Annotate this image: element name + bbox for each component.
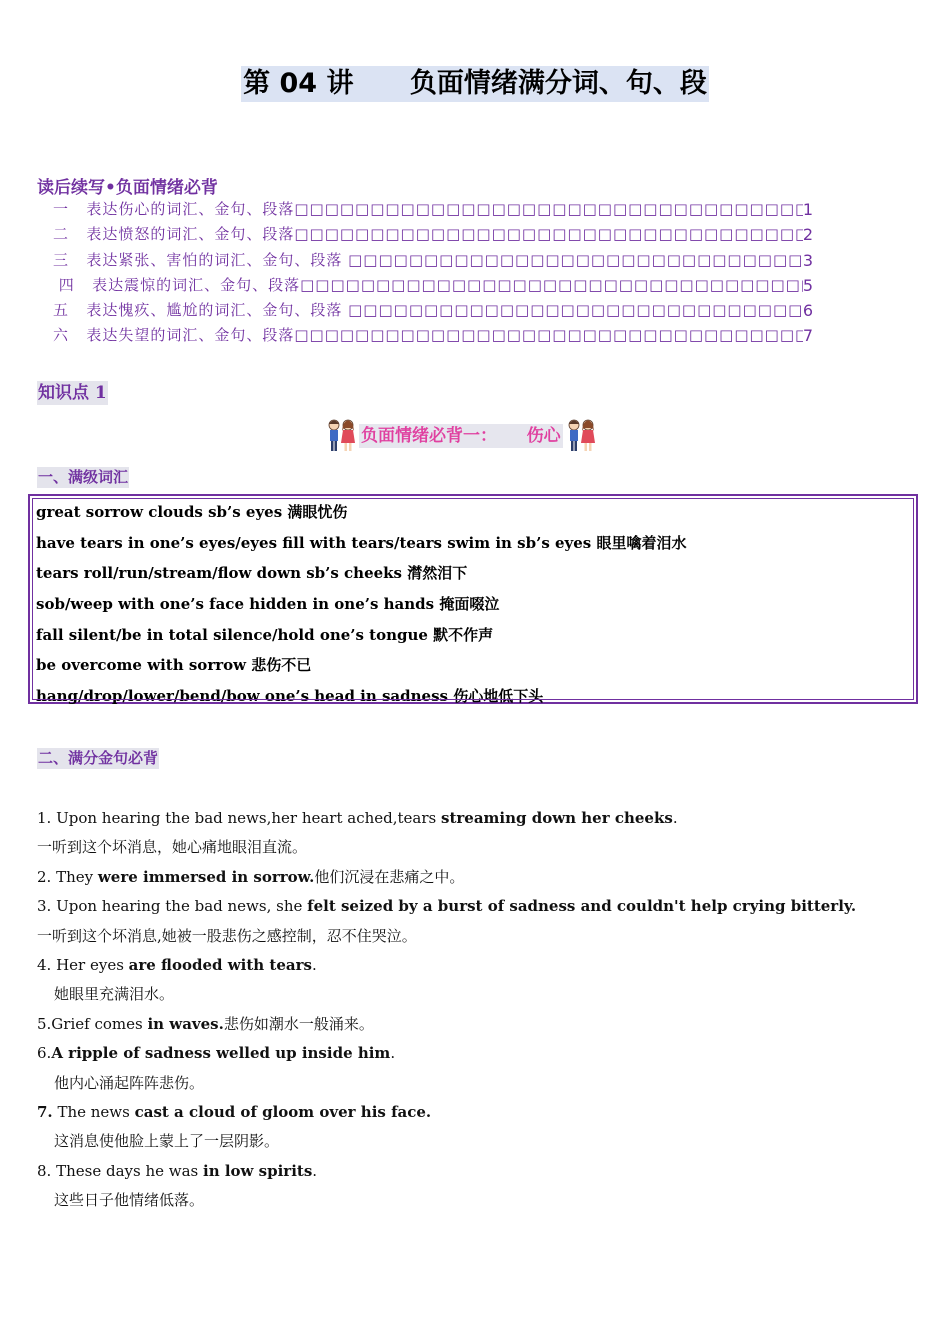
sentence-zh: 一听到这个坏消息，她心痛地眼泪直流。 <box>37 838 308 857</box>
toc-leader <box>294 222 802 247</box>
toc-label: 表达愤怒的词汇、金句、段落 <box>86 225 295 244</box>
toc-page: 3 <box>802 250 813 270</box>
table-of-contents <box>53 197 813 349</box>
toc-page: 2 <box>802 225 813 245</box>
sentence-zh: 一听到这个坏消息,她被一股悲伤之感控制，忍不住哭泣。 <box>37 926 417 945</box>
toc-num: 四 <box>58 275 75 294</box>
sentence-en: 5.Grief comes in waves.悲伤如潮水一般涌来。 <box>37 1014 374 1033</box>
banner-title: 负面情绪必背一： 伤心 <box>361 426 561 446</box>
sentence-zh: 这些日子他情绪低落。 <box>54 1191 205 1210</box>
toc-page: 6 <box>802 301 813 321</box>
toc-num: 六 <box>53 326 70 345</box>
sentence-zh: 她眼里充满泪水。 <box>54 985 175 1004</box>
toc-item[interactable] <box>53 273 813 298</box>
toc-num: 三 <box>53 250 70 269</box>
page-title-text: 第 04 讲 负面情绪满分词、句、段 <box>241 66 709 102</box>
toc-page: 1 <box>802 200 813 219</box>
kids-icon <box>323 416 359 456</box>
toc-page: 7 <box>802 326 813 346</box>
toc-item[interactable] <box>53 197 813 222</box>
vocab-item: have tears in one’s eyes/eyes fill with tears/tears swim in sb’s eyes 眼里噙着泪水 <box>36 534 687 552</box>
toc-page: 5 <box>802 275 813 295</box>
toc-leader <box>348 248 803 273</box>
vocab-item: be overcome with sorrow 悲伤不已 <box>36 656 312 674</box>
vocab-item: sob/weep with one’s face hidden in one’s hands 掩面啜泣 <box>36 595 500 613</box>
toc-leader <box>348 298 803 323</box>
toc-num: 二 <box>53 225 70 244</box>
toc-label: 表达伤心的词汇、金句、段落 <box>86 200 295 218</box>
toc-leader <box>294 197 802 222</box>
toc-num: 五 <box>53 301 70 320</box>
sentence-en: 6.A ripple of sadness welled up inside him. <box>37 1044 396 1063</box>
toc-item[interactable] <box>53 248 813 273</box>
sentence-en: 7. The news cast a cloud of gloom over his face. <box>37 1102 432 1121</box>
toc-num: 一 <box>53 200 70 218</box>
toc-leader <box>300 273 803 298</box>
vocabulary-box <box>28 494 918 704</box>
sentence-en: 2. They were immersed in sorrow.他们沉浸在悲痛之中。 <box>37 867 465 886</box>
toc-heading: 读后续写•负面情绪必背 <box>37 178 218 198</box>
section-banner <box>323 414 599 458</box>
vocab-item: hang/drop/lower/bend/bow one’s head in sadness 伤心地低下头 <box>36 687 544 705</box>
kids-icon <box>563 416 599 456</box>
vocab-item: tears roll/run/stream/flow down sb’s cheeks 潸然泪下 <box>36 564 468 582</box>
toc-leader <box>294 323 802 348</box>
vocab-item: great sorrow clouds sb’s eyes 满眼忧伤 <box>36 503 348 521</box>
toc-label: 表达失望的词汇、金句、段落 <box>86 326 295 345</box>
toc-label: 表达愧疚、尴尬的词汇、金句、段落 <box>86 301 343 320</box>
toc-label: 表达紧张、害怕的词汇、金句、段落 <box>86 250 343 269</box>
section-heading-sentences: 二、满分金句必背 <box>38 749 159 767</box>
sentence-en: 4. Her eyes are flooded with tears. <box>37 955 317 974</box>
toc-item[interactable] <box>53 323 813 348</box>
toc-item[interactable] <box>53 222 813 247</box>
sentence-en: 3. Upon hearing the bad news, she felt seized by a burst of sadness and couldn't help crying bitterly. <box>37 897 857 916</box>
section-heading-vocabulary: 一、满级词汇 <box>38 468 129 486</box>
knowledge-point-label: 知识点 1 <box>38 383 107 403</box>
sentence-zh: 这消息使他脸上蒙上了一层阴影。 <box>54 1132 280 1151</box>
sentence-zh: 他内心涌起阵阵悲伤。 <box>54 1073 205 1092</box>
sentence-list <box>37 804 917 1215</box>
vocab-item: fall silent/be in total silence/hold one’s tongue 默不作声 <box>36 626 494 644</box>
sentence-en: 1. Upon hearing the bad news,her heart ached,tears streaming down her cheeks. <box>37 809 678 827</box>
sentence-en: 8. These days he was in low spirits. <box>37 1161 318 1180</box>
page-title <box>0 66 950 102</box>
toc-item[interactable] <box>53 298 813 323</box>
toc-label: 表达震惊的词汇、金句、段落 <box>92 275 301 294</box>
